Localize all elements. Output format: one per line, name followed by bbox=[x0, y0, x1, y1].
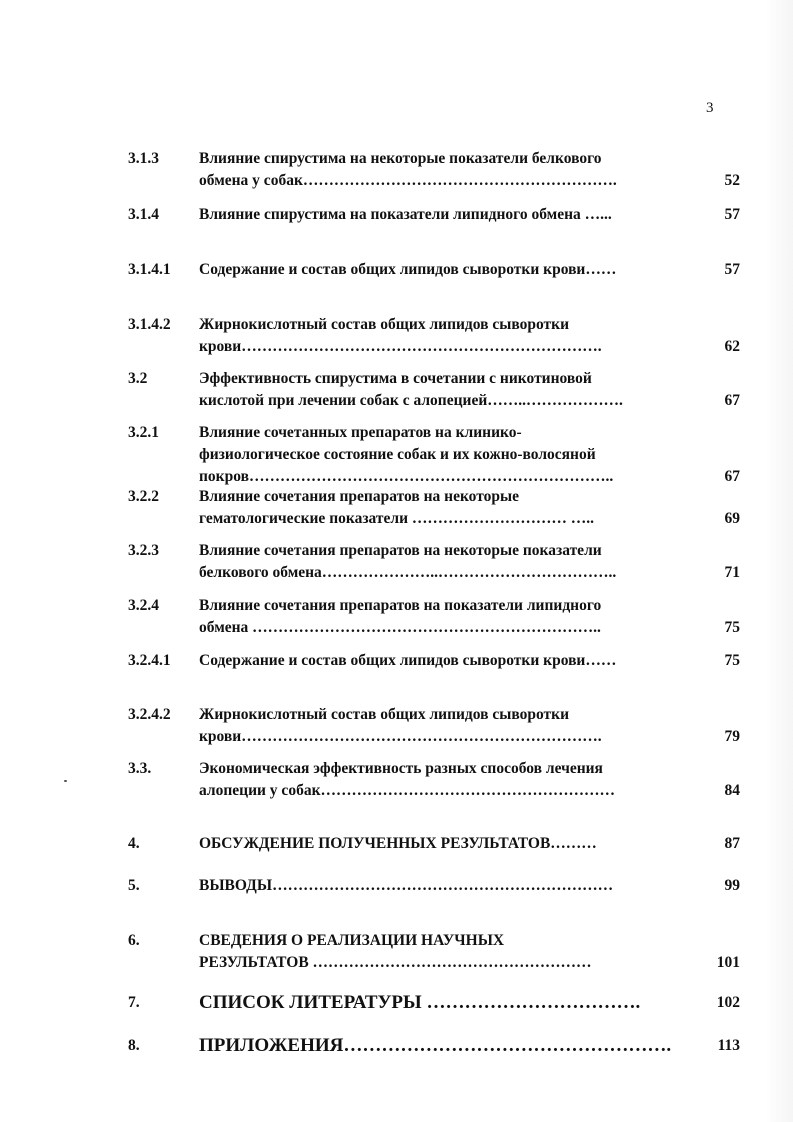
toc-entry-title: Эффективность спирустима в сочетании с никотиновой кислотой при лечении собак с алопецией……..………………. bbox=[199, 370, 623, 409]
toc-entry-number: 3.2.3 bbox=[128, 542, 159, 559]
toc-entry-number: 6. bbox=[128, 932, 140, 949]
toc-entry-number: 3.2.4.2 bbox=[128, 706, 171, 723]
toc-entry-page: 87 bbox=[724, 835, 740, 852]
toc-entry-title: ПРИЛОЖЕНИЯ……………………………………………. bbox=[199, 1035, 672, 1056]
toc-entry-number: 3.1.4.2 bbox=[128, 316, 171, 333]
toc-entry-title: Содержание и состав общих липидов сыворотки крови…… bbox=[199, 261, 617, 278]
toc-entry-page: 62 bbox=[724, 338, 740, 355]
toc-entry-page: 75 bbox=[724, 652, 740, 669]
toc-entry-page: 75 bbox=[724, 619, 740, 636]
scan-edge-shade bbox=[765, 0, 793, 1122]
toc-entry-page: 102 bbox=[716, 994, 740, 1011]
toc-entry-title: Влияние сочетания препаратов на показатели липидного обмена ………………………………………………………….. bbox=[199, 597, 602, 636]
toc-entry-number: 4. bbox=[128, 835, 140, 852]
toc-entry-title: Экономическая эффективность разных способов лечения алопеции у собак………………………………………………… bbox=[199, 760, 615, 799]
page-number: 3 bbox=[706, 100, 714, 116]
toc-entry-title: Жирнокислотный состав общих липидов сыворотки крови……………………………………………………………. bbox=[199, 706, 602, 745]
toc-entry-page: 84 bbox=[724, 782, 740, 799]
toc-entry-title: Жирнокислотный состав общих липидов сыворотки крови……………………………………………………………. bbox=[199, 316, 602, 355]
scan-speck bbox=[64, 780, 67, 782]
toc-entry-number: 3.1.4 bbox=[128, 206, 159, 223]
toc-entry-page: 57 bbox=[724, 206, 740, 223]
toc-entry-title: ОБСУЖДЕНИЕ ПОЛУЧЕННЫХ РЕЗУЛЬТАТОВ……… bbox=[199, 835, 597, 852]
toc-entry-title: СВЕДЕНИЯ О РЕАЛИЗАЦИИ НАУЧНЫХ РЕЗУЛЬТАТОВ ……………………………………………… bbox=[199, 932, 592, 971]
toc-entry-number: 3.2.4.1 bbox=[128, 652, 171, 669]
toc-entry-title: Влияние сочетанных препаратов на клинико- физиологическое состояние собак и их кожно-волосяной покров…………………………………………………………….. bbox=[199, 424, 614, 485]
toc-entry-number: 8. bbox=[128, 1037, 140, 1054]
toc-entry-page: 101 bbox=[716, 954, 740, 971]
toc-entry-title: СПИСОК ЛИТЕРАТУРЫ ……………………………. bbox=[199, 992, 641, 1013]
toc-entry-number: 3.2.4 bbox=[128, 597, 159, 614]
toc-entry-number: 3.2.2 bbox=[128, 488, 159, 505]
toc-entry-title: Содержание и состав общих липидов сыворотки крови…… bbox=[199, 652, 617, 669]
toc-entry-title: Влияние сочетания препаратов на некоторые гематологические показатели ………………………… ….. bbox=[199, 488, 595, 527]
toc-entry-page: 79 bbox=[724, 728, 740, 745]
toc-entry-page: 57 bbox=[724, 261, 740, 278]
toc-entry-number: 3.2.1 bbox=[128, 424, 159, 441]
toc-entry-page: 71 bbox=[724, 564, 740, 581]
toc-entry-page: 67 bbox=[724, 468, 740, 485]
toc-entry-number: 7. bbox=[128, 994, 140, 1011]
toc-entry-number: 3.2 bbox=[128, 370, 148, 387]
toc-entry-page: 113 bbox=[717, 1037, 740, 1054]
toc-entry-number: 3.3. bbox=[128, 760, 152, 777]
toc-entry-title: ВЫВОДЫ………………………………………………………… bbox=[199, 877, 614, 894]
toc-entry-number: 3.1.3 bbox=[128, 150, 159, 167]
toc-entry-title: Влияние спирустима на некоторые показатели белкового обмена у собак……………………………………………………. bbox=[199, 150, 617, 189]
toc-entry-page: 69 bbox=[724, 510, 740, 527]
toc-entry-page: 99 bbox=[724, 877, 740, 894]
toc-entry-number: 3.1.4.1 bbox=[128, 261, 171, 278]
toc-entry-title: Влияние сочетания препаратов на некоторые показатели белкового обмена…………………..…………………………….. bbox=[199, 542, 617, 581]
toc-entry-title: Влияние спирустима на показатели липидного обмена …... bbox=[199, 206, 612, 223]
toc-entry-page: 52 bbox=[724, 172, 740, 189]
toc-entry-page: 67 bbox=[724, 392, 740, 409]
toc-entry-number: 5. bbox=[128, 877, 140, 894]
